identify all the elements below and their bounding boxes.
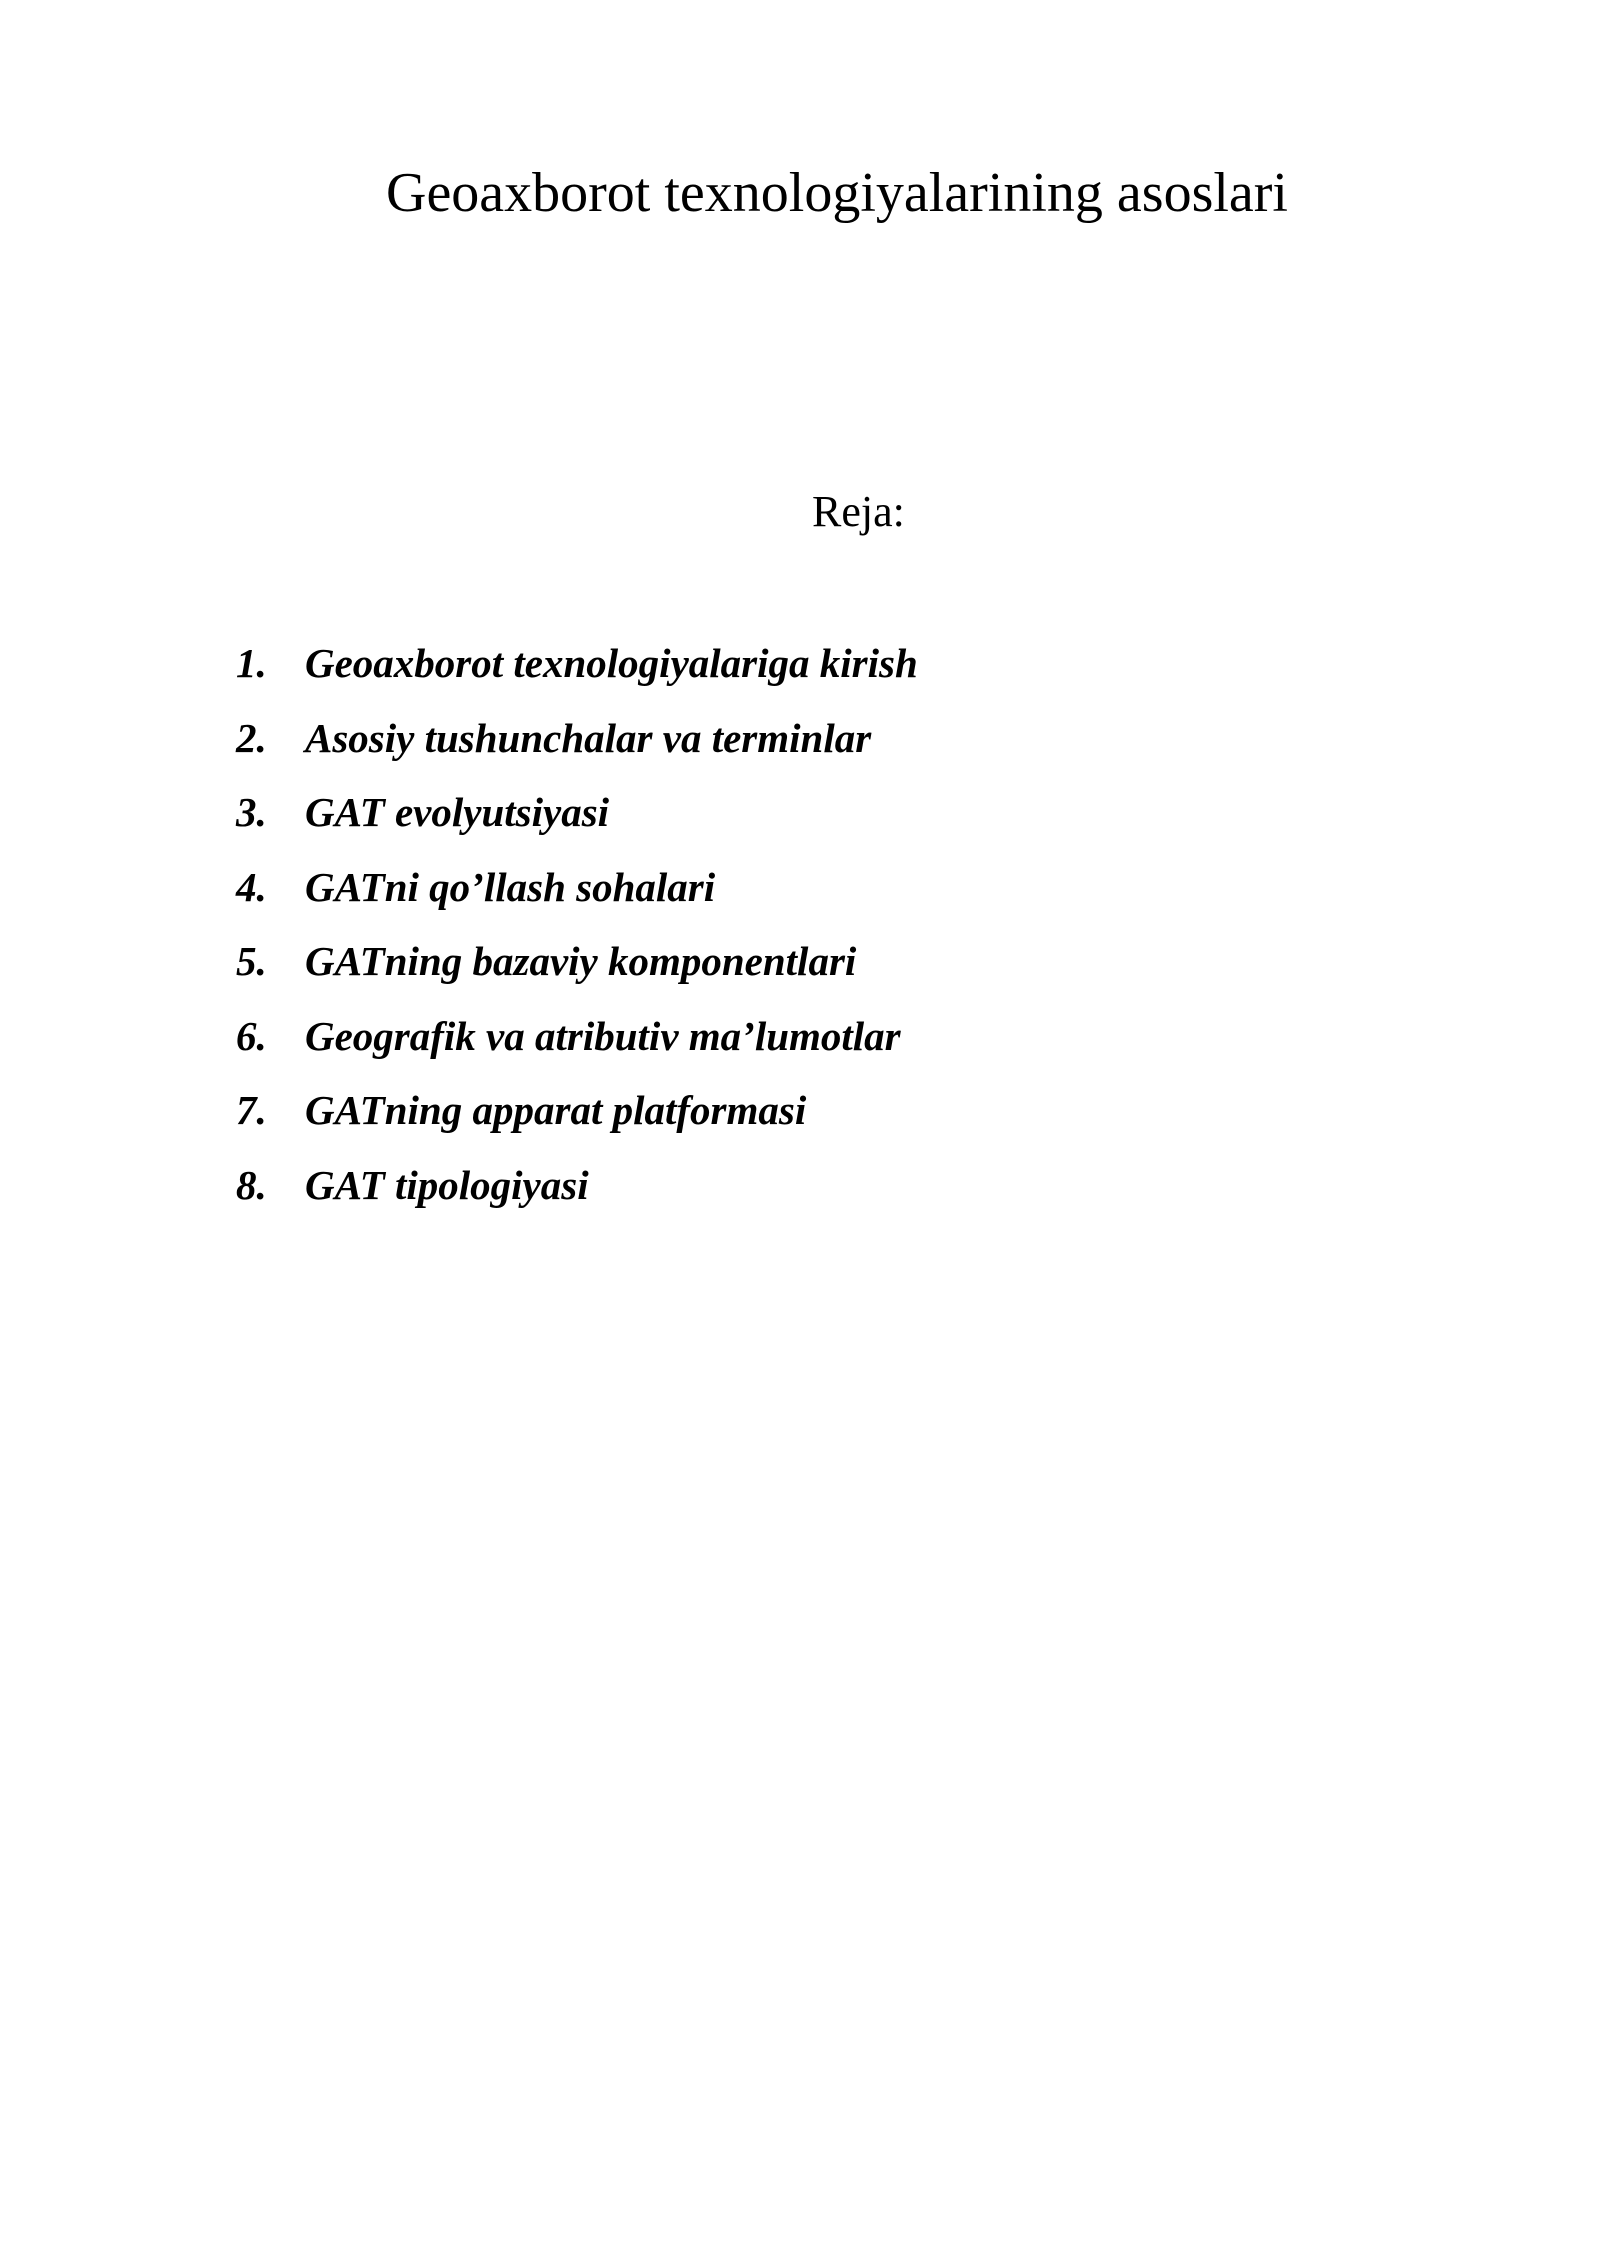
plan-item-number: 5. xyxy=(236,938,267,985)
plan-item-number: 1. xyxy=(236,640,267,687)
plan-item-text: GATni qo’llash sohalari xyxy=(305,863,716,910)
plan-item-6 xyxy=(236,999,918,1074)
plan-item-text: GAT evolyutsiyasi xyxy=(305,789,610,836)
plan-item-number: 2. xyxy=(236,714,267,761)
plan-item-number: 4. xyxy=(236,863,267,910)
plan-item-number: 3. xyxy=(236,789,267,836)
document-title: Geoaxborot texnologiyalarining asoslari xyxy=(386,162,1288,224)
plan-item-text: Asosiy tushunchalar va terminlar xyxy=(305,714,872,761)
plan-item-number: 6. xyxy=(236,1012,267,1059)
plan-item-text: Geografik va atributiv ma’lumotlar xyxy=(305,1012,901,1059)
plan-item-text: GATning bazaviy komponentlari xyxy=(305,938,857,985)
plan-item-text: GAT tipologiyasi xyxy=(305,1161,589,1208)
plan-list xyxy=(236,626,918,1222)
plan-item-2 xyxy=(236,701,918,776)
plan-item-3 xyxy=(236,775,918,850)
plan-item-8 xyxy=(236,1148,918,1223)
plan-item-number: 7. xyxy=(236,1087,267,1134)
plan-item-text: Geoaxborot texnologiyalariga kirish xyxy=(305,640,918,687)
plan-item-7 xyxy=(236,1073,918,1148)
plan-heading: Reja: xyxy=(812,487,905,536)
plan-item-text: GATning apparat platformasi xyxy=(305,1087,807,1134)
plan-item-1 xyxy=(236,626,918,701)
plan-item-5 xyxy=(236,924,918,999)
plan-item-number: 8. xyxy=(236,1161,267,1208)
plan-item-4 xyxy=(236,850,918,925)
